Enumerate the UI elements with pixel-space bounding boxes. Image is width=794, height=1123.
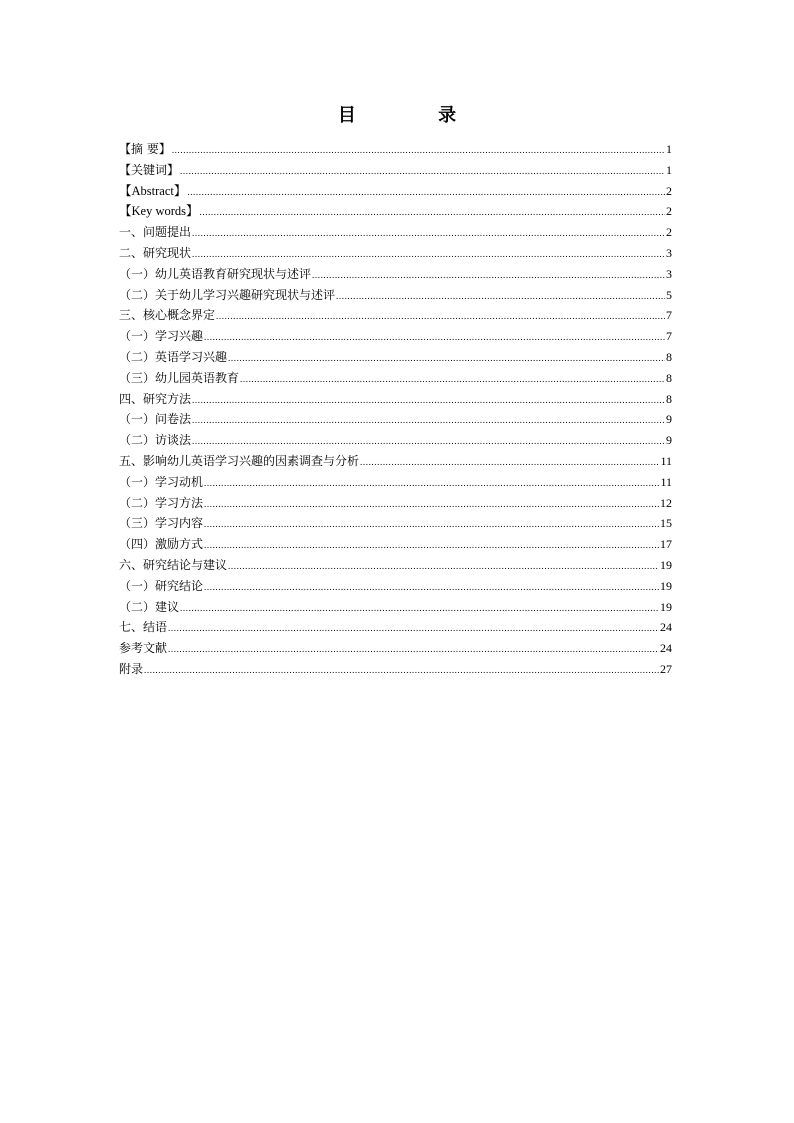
toc-dot-leader bbox=[240, 369, 665, 390]
toc-dot-leader bbox=[204, 535, 659, 556]
toc-entry-page-number: 9 bbox=[666, 412, 672, 427]
toc-entry[interactable] bbox=[119, 389, 672, 410]
toc-dot-leader bbox=[192, 431, 665, 452]
toc-entry[interactable] bbox=[119, 576, 672, 597]
toc-entry[interactable] bbox=[119, 472, 672, 493]
toc-entry[interactable] bbox=[119, 659, 672, 680]
toc-entry[interactable] bbox=[119, 368, 672, 389]
toc-entry-page-number: 12 bbox=[660, 495, 672, 510]
toc-entry-label: 【Key words】 bbox=[119, 204, 199, 219]
toc-dot-leader bbox=[228, 348, 665, 369]
toc-entry-label: 【关键词】 bbox=[119, 162, 180, 177]
toc-entry-page-number: 19 bbox=[660, 578, 672, 593]
toc-entry-label: 二、研究现状 bbox=[119, 245, 192, 260]
toc-entry-page-number: 8 bbox=[666, 370, 672, 385]
toc-entry[interactable] bbox=[119, 617, 672, 638]
toc-entry-label: 参考文献 bbox=[119, 641, 168, 656]
toc-entry[interactable] bbox=[119, 139, 672, 160]
toc-dot-leader bbox=[180, 598, 659, 619]
toc-entry[interactable] bbox=[119, 638, 672, 659]
toc-entry-page-number: 7 bbox=[666, 308, 672, 323]
toc-entry[interactable] bbox=[119, 305, 672, 326]
toc-dot-leader bbox=[187, 182, 665, 203]
toc-entry-label: （一）研究结论 bbox=[119, 578, 204, 593]
toc-entry-page-number: 9 bbox=[666, 433, 672, 448]
toc-entry-label: （三）学习内容 bbox=[119, 516, 204, 531]
toc-entry-page-number: 3 bbox=[666, 245, 672, 260]
toc-dot-leader bbox=[204, 494, 659, 515]
toc-entry-page-number: 17 bbox=[660, 537, 672, 552]
toc-dot-leader bbox=[204, 577, 659, 598]
toc-entry-label: （二）学习方法 bbox=[119, 495, 204, 510]
toc-entry-label: 四、研究方法 bbox=[119, 391, 192, 406]
toc-dot-leader bbox=[192, 244, 665, 265]
toc-dot-leader bbox=[192, 223, 665, 244]
toc-entry-page-number: 1 bbox=[666, 142, 672, 156]
toc-entry-label: 附录 bbox=[119, 661, 144, 676]
toc-entry-page-number: 11 bbox=[660, 474, 672, 489]
toc-entry-label: （一）幼儿英语教育研究现状与述评 bbox=[119, 266, 312, 281]
toc-entry[interactable] bbox=[119, 264, 672, 285]
toc-entry-label: （二）关于幼儿学习兴趣研究现状与述评 bbox=[119, 287, 336, 302]
toc-entry-label: 【Abstract】 bbox=[119, 183, 187, 198]
toc-entry-page-number: 2 bbox=[666, 225, 672, 240]
toc-entry-label: （一）学习兴趣 bbox=[119, 329, 204, 344]
toc-entry[interactable] bbox=[119, 326, 672, 347]
toc-entry-page-number: 1 bbox=[666, 162, 672, 177]
toc-entry-label: 五、影响幼儿英语学习兴趣的因素调查与分析 bbox=[119, 453, 360, 468]
toc-entry[interactable] bbox=[119, 181, 672, 202]
toc-dot-leader bbox=[168, 639, 659, 660]
toc-entry[interactable] bbox=[119, 493, 672, 514]
toc-dot-leader bbox=[312, 265, 665, 286]
toc-entry-page-number: 3 bbox=[666, 266, 672, 281]
toc-dot-leader bbox=[204, 473, 659, 494]
toc-entry-page-number: 24 bbox=[660, 620, 672, 635]
toc-entry[interactable] bbox=[119, 513, 672, 534]
toc-dot-leader bbox=[216, 306, 665, 327]
toc-dot-leader bbox=[172, 140, 665, 161]
toc-dot-leader bbox=[360, 452, 659, 473]
toc-entry[interactable] bbox=[119, 451, 672, 472]
page-title: 目 录 bbox=[337, 105, 495, 126]
toc-dot-leader bbox=[204, 514, 659, 535]
toc-entry-label: （一）学习动机 bbox=[119, 474, 204, 489]
toc-entry[interactable] bbox=[119, 534, 672, 555]
toc-dot-leader bbox=[168, 618, 659, 639]
toc-entry[interactable] bbox=[119, 430, 672, 451]
toc-entry[interactable] bbox=[119, 409, 672, 430]
toc-entry[interactable] bbox=[119, 555, 672, 576]
toc-entry-page-number: 15 bbox=[660, 516, 672, 531]
toc-dot-leader bbox=[180, 161, 665, 182]
toc-dot-leader bbox=[144, 660, 659, 681]
toc-entry-page-number: 27 bbox=[660, 661, 672, 676]
toc-entry-page-number: 2 bbox=[666, 183, 672, 198]
toc-entry-label: （四）激励方式 bbox=[119, 537, 204, 552]
toc-entry-page-number: 19 bbox=[660, 557, 672, 572]
toc-entry-label: 一、问题提出 bbox=[119, 225, 192, 240]
toc-entry-page-number: 8 bbox=[666, 391, 672, 406]
toc-entry-page-number: 24 bbox=[660, 641, 672, 656]
toc-entry-page-number: 7 bbox=[666, 329, 672, 344]
toc-entry[interactable] bbox=[119, 285, 672, 306]
toc-dot-leader bbox=[192, 410, 665, 431]
toc-entry[interactable] bbox=[119, 222, 672, 243]
toc-entry-page-number: 8 bbox=[666, 349, 672, 364]
toc-entry-label: （二）访谈法 bbox=[119, 433, 192, 448]
toc-entry-page-number: 19 bbox=[660, 599, 672, 614]
toc-dot-leader bbox=[192, 390, 665, 411]
toc-entry-label: 六、研究结论与建议 bbox=[119, 557, 228, 572]
toc-entry-label: 七、结语 bbox=[119, 620, 168, 635]
toc-dot-leader bbox=[336, 286, 665, 307]
toc-entry-label: 【摘 要】 bbox=[119, 142, 171, 156]
toc-dot-leader bbox=[204, 327, 665, 348]
toc-entry[interactable] bbox=[119, 201, 672, 222]
toc-entry-label: （二）建议 bbox=[119, 599, 180, 614]
toc-entry-label: （三）幼儿园英语教育 bbox=[119, 370, 240, 385]
toc-entry-page-number: 11 bbox=[660, 453, 672, 468]
toc-entry-page-number: 5 bbox=[666, 287, 672, 302]
toc-entry-label: （一）问卷法 bbox=[119, 412, 192, 427]
toc-entry[interactable] bbox=[119, 597, 672, 618]
toc-entry-label: 三、核心概念界定 bbox=[119, 308, 216, 323]
toc-entry[interactable] bbox=[119, 160, 672, 181]
table-of-contents bbox=[119, 139, 672, 680]
toc-entry[interactable] bbox=[119, 243, 672, 264]
toc-entry[interactable] bbox=[119, 347, 672, 368]
toc-entry-label: （二）英语学习兴趣 bbox=[119, 349, 228, 364]
toc-dot-leader bbox=[228, 556, 659, 577]
toc-entry-page-number: 2 bbox=[666, 204, 672, 219]
toc-dot-leader bbox=[200, 202, 665, 223]
